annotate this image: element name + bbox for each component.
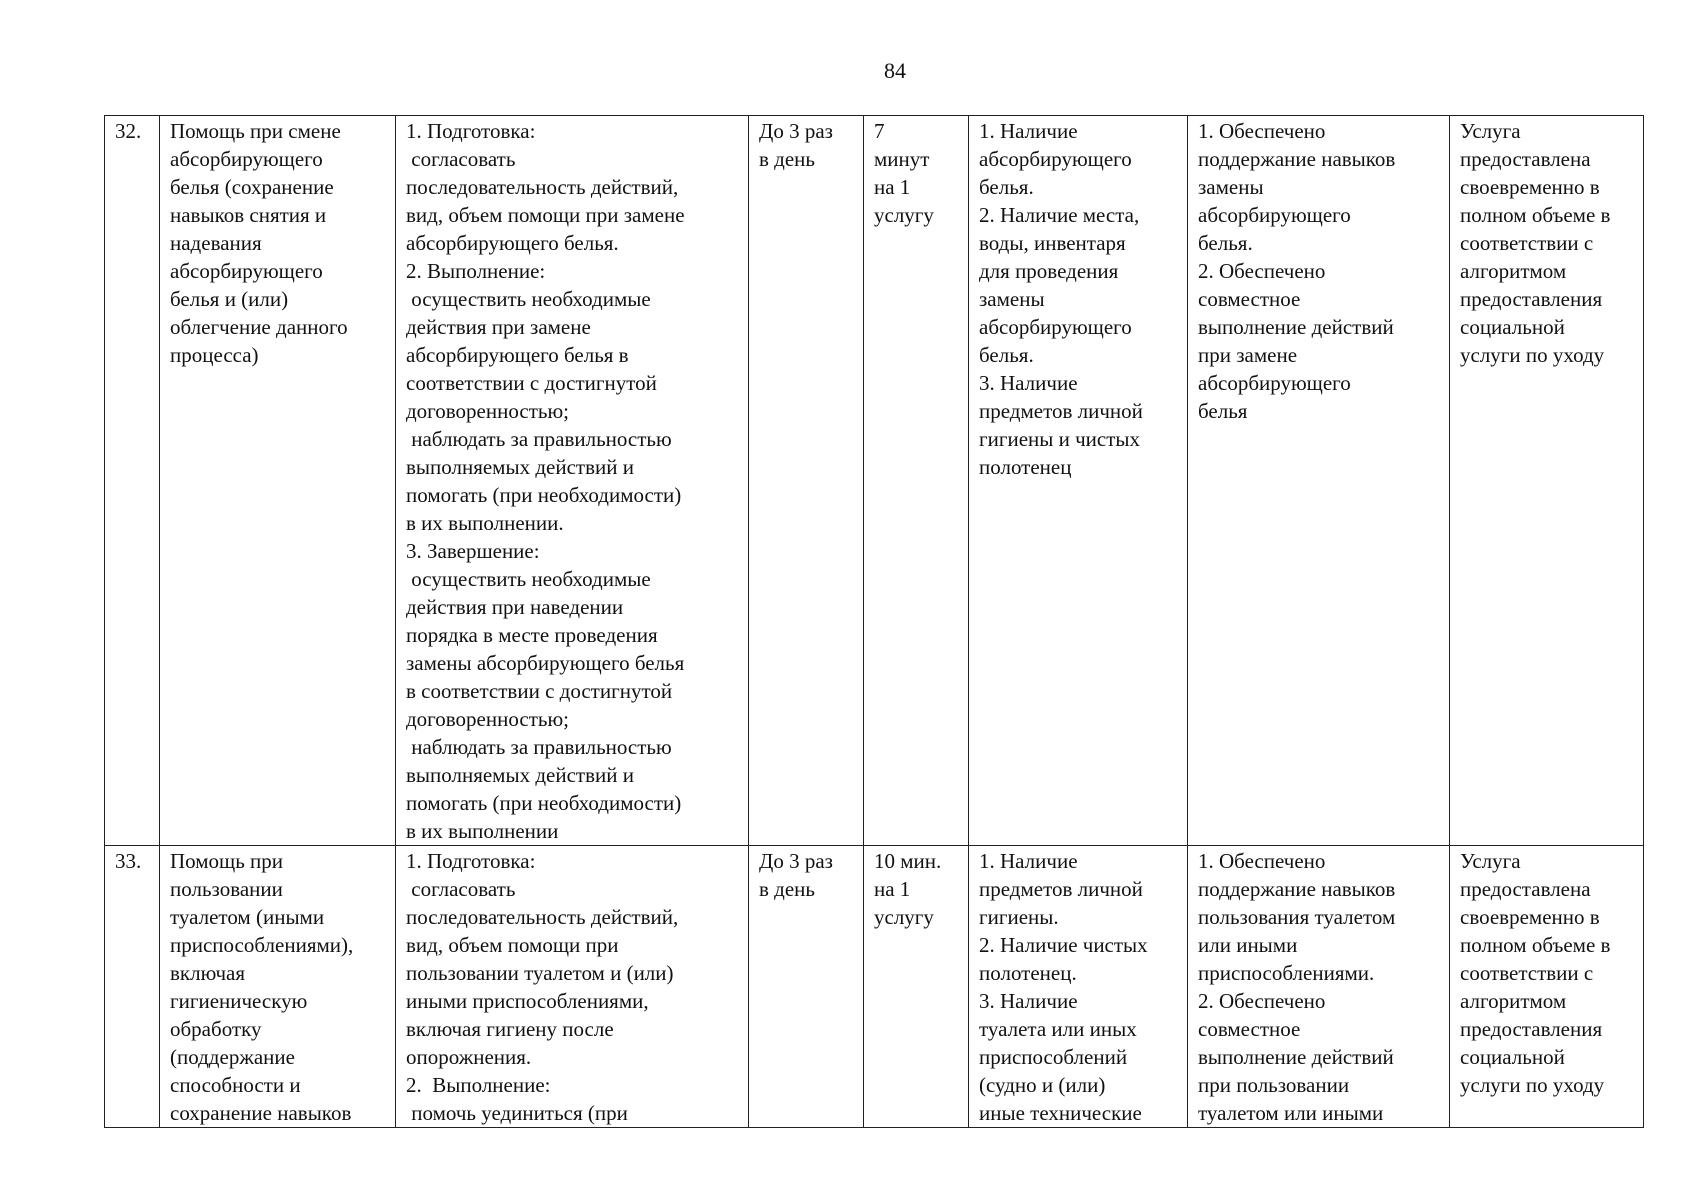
cell-line: приспособлений [979,1045,1128,1069]
evaluation-cell [1450,846,1644,1128]
cell-line: иные технические [979,1101,1142,1125]
cell-line: 2. Обеспечено [1198,259,1326,283]
cell-line: своевременно в [1460,905,1600,929]
cell-line: абсорбирующего [170,259,323,283]
result-cell [1188,846,1450,1128]
cell-line: помогать (при необходимости) [406,791,682,815]
cell-line: белья. [979,175,1034,199]
cell-line: 1. Обеспечено [1198,119,1326,143]
cell-line: 2. Выполнение: [406,259,546,283]
cell-line: соответствии с достигнутой [406,371,657,395]
cell-line: иными приспособлениями, [406,989,649,1013]
cell-line: в соответствии с достигнутой [406,679,673,703]
cell-line: 10 мин. [874,849,942,873]
cell-line: 3. Наличие [979,989,1078,1013]
cell-line: опорожнения. [406,1045,532,1069]
cell-line: действия при замене [406,315,591,339]
cell-line: 2. Наличие места, [979,203,1140,227]
cell-line: 3. Завершение: [406,539,540,563]
cell-line: наблюдать за правильностью [406,735,672,759]
row-number-cell: 32. [105,116,160,846]
cell-line: белья (сохранение [170,175,334,199]
cell-line: порядка в месте проведения [406,623,658,647]
cell-line: облегчение данного [170,315,348,339]
cell-line: 1. Подготовка: [406,849,536,873]
service-name-cell [160,846,396,1128]
cell-line: согласовать [406,147,516,171]
cell-line: гигиены. [979,905,1059,929]
cell-line: предоставлена [1460,877,1591,901]
cell-line: воды, инвентаря [979,231,1126,255]
cell-line: в день [759,877,815,901]
cell-line: 1. Подготовка: [406,119,536,143]
cell-line: включая гигиену после [406,1017,614,1041]
cell-line: согласовать [406,877,516,901]
cell-line: минут [874,147,930,171]
cell-line: последовательность действий, [406,175,679,199]
table-row [105,846,1644,1128]
cell-line: полотенец. [979,961,1077,985]
cell-line: на 1 [874,175,911,199]
page-number: 84 [884,58,906,83]
conditions-cell [969,846,1188,1128]
cell-line: соответствии с [1460,961,1594,985]
cell-line: (поддержание [170,1045,295,1069]
cell-line: замены абсорбирующего белья [406,651,685,675]
cell-line: 2. Обеспечено [1198,989,1326,1013]
cell-line: Помощь при смене [170,119,341,143]
cell-line: предоставления [1460,1017,1603,1041]
cell-line: предоставлена [1460,147,1591,171]
cell-line: услуги по уходу [1460,343,1605,367]
cell-line: 1. Наличие [979,119,1078,143]
cell-line: предметов личной [979,399,1143,423]
cell-line: белья. [1198,231,1253,255]
cell-line: туалета или иных [979,1017,1137,1041]
services-table [104,115,1644,1128]
cell-line: процесса) [170,343,259,367]
cell-line: осуществить необходимые [406,567,651,591]
duration-cell [864,846,969,1128]
cell-line: предоставления [1460,287,1603,311]
cell-line: договоренностью; [406,707,569,731]
cell-line: совместное [1198,1017,1301,1041]
cell-line: способности и [170,1073,301,1097]
cell-line: в день [759,147,815,171]
service-content-cell [396,846,749,1128]
cell-line: Услуга [1460,119,1521,143]
cell-line: выполняемых действий и [406,763,634,787]
service-name-cell [160,116,396,846]
cell-line: абсорбирующего [1198,203,1351,227]
cell-line: выполняемых действий и [406,455,634,479]
cell-line: абсорбирующего [1198,371,1351,395]
cell-line: услуги по уходу [1460,1073,1605,1097]
cell-line: 1. Обеспечено [1198,849,1326,873]
cell-line: договоренностью; [406,399,569,423]
cell-line: выполнение действий [1198,315,1394,339]
cell-line: помогать (при необходимости) [406,483,682,507]
cell-line: осуществить необходимые [406,287,651,311]
cell-line: в их выполнении [406,819,559,843]
cell-line: или иными [1198,933,1298,957]
cell-line: приспособлениями. [1198,961,1375,985]
cell-line: полном объеме в [1460,933,1611,957]
cell-line: поддержание навыков [1198,877,1396,901]
cell-line: последовательность действий, [406,905,679,929]
cell-line: надевания [170,231,262,255]
cell-line: пользовании туалетом и (или) [406,961,674,985]
cell-line: услугу [874,203,934,227]
cell-line: приспособлениями), [170,933,354,957]
conditions-cell [969,116,1188,846]
cell-line: при замене [1198,343,1298,367]
cell-line: абсорбирующего белья. [406,231,619,255]
cell-line: в их выполнении. [406,511,564,535]
cell-line: туалетом (иными [170,905,325,929]
cell-line: алгоритмом [1460,989,1567,1013]
cell-line: сохранение навыков [170,1101,352,1125]
cell-line: белья и (или) [170,287,289,311]
row-number-cell: 33. [105,846,160,1128]
frequency-cell [749,846,864,1128]
cell-line: 2. Выполнение: [406,1073,551,1097]
cell-line: услугу [874,905,934,929]
evaluation-cell [1450,116,1644,846]
cell-line: гигиеническую [170,989,308,1013]
cell-line: действия при наведении [406,595,624,619]
cell-line: замены [979,287,1045,311]
cell-line: полном объеме в [1460,203,1611,227]
cell-line: полотенец [979,455,1072,479]
cell-line: на 1 [874,877,911,901]
cell-line: туалетом или иными [1198,1101,1384,1125]
cell-line: алгоритмом [1460,259,1567,283]
cell-line: 7 [874,119,885,143]
cell-line: пользовании [170,877,283,901]
cell-line: 2. Наличие чистых [979,933,1148,957]
service-content-cell [396,116,749,846]
cell-line: (судно и (или) [979,1073,1106,1097]
cell-line: белья. [979,343,1034,367]
cell-line: абсорбирующего [979,147,1132,171]
cell-line: пользования туалетом [1198,905,1396,929]
frequency-cell [749,116,864,846]
cell-line: белья [1198,399,1248,423]
cell-line: включая [170,961,246,985]
cell-line: выполнение действий [1198,1045,1394,1069]
table-row [105,116,1644,846]
cell-line: абсорбирующего [979,315,1132,339]
cell-line: замены [1198,175,1264,199]
cell-line: 1. Наличие [979,849,1078,873]
cell-line: при пользовании [1198,1073,1350,1097]
cell-line: абсорбирующего белья в [406,343,629,367]
cell-line: помочь уединиться (при [406,1101,628,1125]
cell-line: абсорбирующего [170,147,323,171]
cell-line: наблюдать за правильностью [406,427,672,451]
cell-line: вид, объем помощи при [406,933,619,957]
cell-line: 3. Наличие [979,371,1078,395]
cell-line: поддержание навыков [1198,147,1396,171]
cell-line: вид, объем помощи при замене [406,203,685,227]
cell-line: соответствии с [1460,231,1594,255]
result-cell [1188,116,1450,846]
cell-line: До 3 раз [759,849,833,873]
cell-line: социальной [1460,1045,1565,1069]
cell-line: Услуга [1460,849,1521,873]
cell-line: навыков снятия и [170,203,327,227]
cell-line: До 3 раз [759,119,833,143]
cell-line: своевременно в [1460,175,1600,199]
cell-line: для проведения [979,259,1119,283]
cell-line: Помощь при [170,849,284,873]
cell-line: обработку [170,1017,262,1041]
cell-line: социальной [1460,315,1565,339]
cell-line: гигиены и чистых [979,427,1141,451]
cell-line: предметов личной [979,877,1143,901]
duration-cell [864,116,969,846]
cell-line: совместное [1198,287,1301,311]
